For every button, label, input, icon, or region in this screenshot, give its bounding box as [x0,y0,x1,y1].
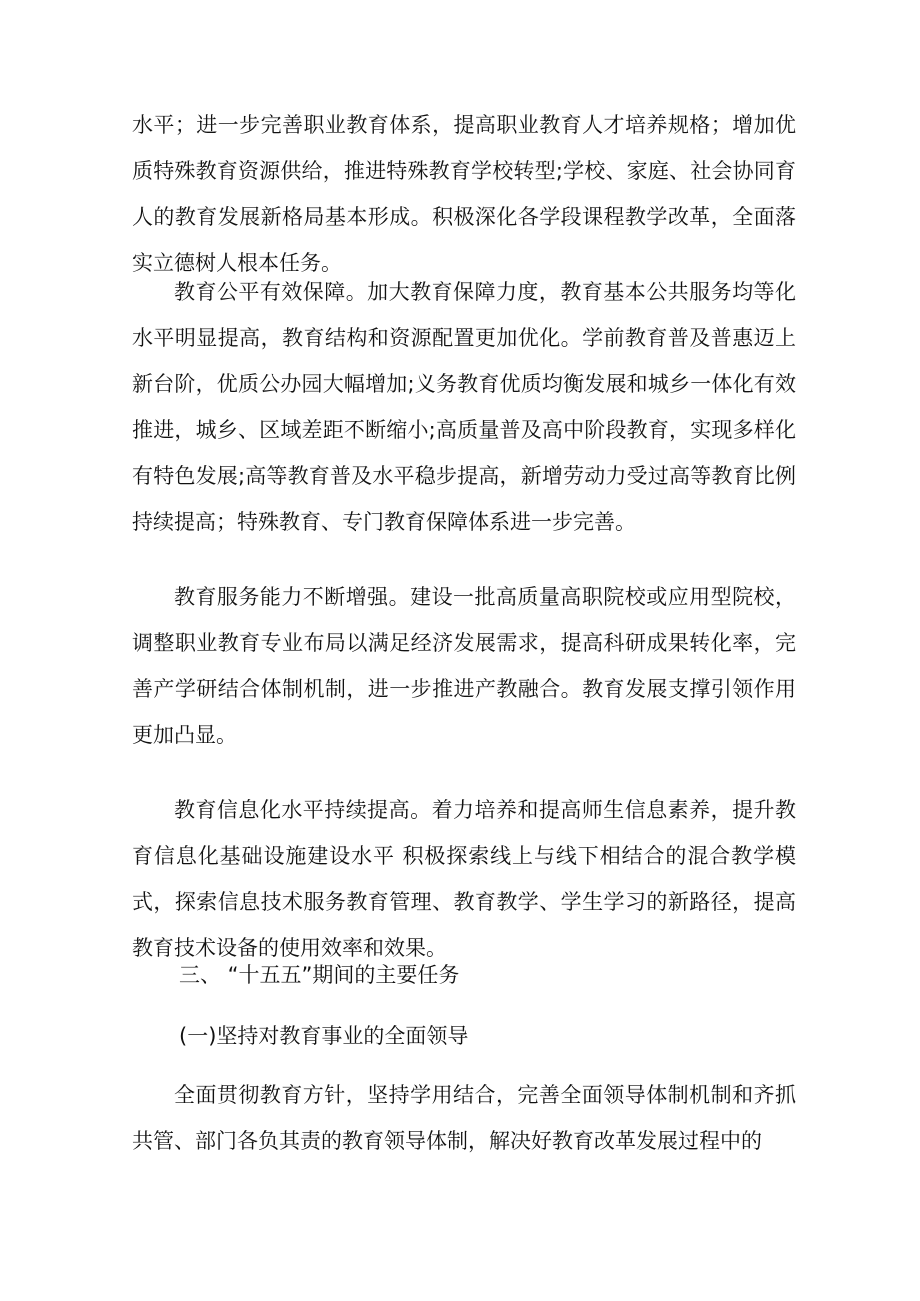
paragraph-informatization: 教育信息化水平持续提高。着力培养和提高师生信息素养，提升教育信息化基础设施建设水平 积极探索线上与线下相结合的混合教学模式，探索信息技术服务教育管理、教育教学、学生学习的新路径，提高教育技术设备的使用效率和效果。 [132,798,796,960]
paragraph-continuation: 水平；进一步完善职业教育体系，提高职业教育人才培养规格；增加优质特殊教育资源供给，推进特殊教育学校转型;学校、家庭、社会协同育人的教育发展新格局基本形成。积极深化各学段课程教学改革，全面落实立德树人根本任务。 [132,113,796,275]
paragraph-education-equity: 教育公平有效保障。加大教育保障力度，教育基本公共服务均等化水平明显提高，教育结构和资源配置更加优化。学前教育普及普惠迈上新台阶，优质公办园大幅增加;义务教育优质均衡发展和城乡一体化有效推进，城乡、区域差距不断缩小;高质量普及高中阶段教育，实现多样化有特色发展;高等教育普及水平稳步提高，新增劳动力受过高等教育比例持续提高；特殊教育、专门教育保障体系进一步完善。 [132,280,796,534]
subsection-heading: (一)坚持对教育事业的全面领导 [179,1024,469,1048]
section-heading: 三、 “十五五”期间的主要任务 [179,963,460,987]
paragraph-leadership: 全面贯彻教育方针，坚持学用结合，完善全面领导体制机制和齐抓共管、部门各负其责的教育领导体制，解决好教育改革发展过程中的 [132,1083,796,1153]
paragraph-service-capacity: 教育服务能力不断增强。建设一批高质量高职院校或应用型院校，调整职业教育专业布局以满足经济发展需求，提高科研成果转化率，完善产学研结合体制机制，进一步推进产教融合。教育发展支撑引领作用更加凸显。 [132,585,796,747]
